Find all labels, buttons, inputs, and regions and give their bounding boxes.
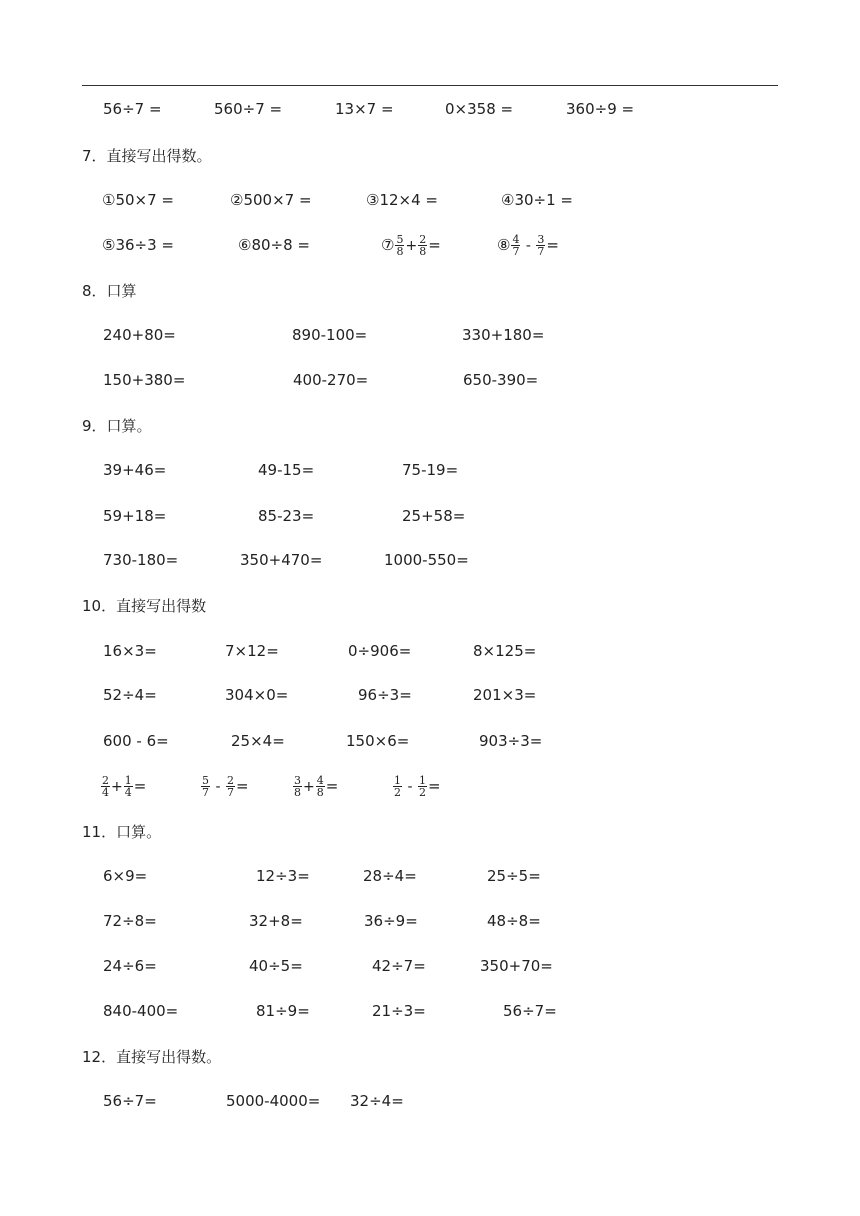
question-11-title: 11．口算。 <box>82 823 162 841</box>
operator: - <box>211 779 225 795</box>
problem: ①50×7 = <box>102 191 174 209</box>
problem: 36÷9= <box>364 912 418 930</box>
problem: 150×6= <box>346 732 410 750</box>
numerator: 2 <box>226 774 234 787</box>
problem: 49-15= <box>258 461 315 479</box>
problem: 6×9= <box>103 867 148 885</box>
problem: ⑥80÷8 = <box>238 236 310 254</box>
operator: + <box>303 779 315 795</box>
fraction <box>418 234 427 257</box>
operator: - <box>521 238 536 254</box>
problem: 650-390= <box>463 371 539 389</box>
problem: ④30÷1 = <box>501 191 573 209</box>
problem: 25+58= <box>402 507 466 525</box>
problem: 42÷7= <box>372 957 426 975</box>
fraction-problem <box>292 774 338 799</box>
numerator: 5 <box>202 774 209 787</box>
denominator: 8 <box>419 245 427 258</box>
fraction <box>101 775 110 798</box>
fraction <box>226 775 235 798</box>
problem: 201×3= <box>473 686 537 704</box>
problem-label: ⑧ <box>497 236 511 254</box>
numerator: 1 <box>394 774 401 787</box>
problem: 59+18= <box>103 507 167 525</box>
problem-row <box>0 548 860 572</box>
fraction-problem <box>392 774 441 799</box>
problem-row <box>0 729 860 753</box>
numerator: 2 <box>102 774 109 787</box>
problem: 13×7 = <box>335 100 394 118</box>
numerator: 1 <box>124 774 132 787</box>
problem: 48÷8= <box>487 912 541 930</box>
question-12-title: 12．直接写出得数。 <box>82 1048 222 1066</box>
denominator: 7 <box>512 245 520 258</box>
numerator: 3 <box>294 774 301 787</box>
denominator: 8 <box>396 245 404 258</box>
problem-row <box>0 864 860 888</box>
problem: 600 - 6= <box>103 732 169 750</box>
problem: 730-180= <box>103 551 179 569</box>
fraction <box>511 234 520 257</box>
problem: 21÷3= <box>372 1002 426 1020</box>
denominator: 8 <box>316 786 324 799</box>
problem-row <box>0 774 860 798</box>
problem: 304×0= <box>225 686 289 704</box>
operator: + <box>111 779 123 795</box>
operator: + <box>405 238 418 254</box>
problem-row <box>0 1089 860 1113</box>
fraction <box>418 775 427 798</box>
problem: 16×3= <box>103 642 157 660</box>
problem: ③12×4 = <box>366 191 438 209</box>
equals: = <box>546 236 559 254</box>
problem: 7×12= <box>225 642 279 660</box>
operator: - <box>403 779 417 795</box>
numerator: 1 <box>418 774 426 787</box>
problem: 1000-550= <box>384 551 469 569</box>
denominator: 8 <box>294 786 301 799</box>
problem-row <box>0 504 860 528</box>
problem: 25×4= <box>231 732 285 750</box>
equals: = <box>427 777 441 795</box>
problem: 560÷7 = <box>214 100 283 118</box>
problem: 8×125= <box>473 642 537 660</box>
problem: 840-400= <box>103 1002 179 1020</box>
fraction <box>316 775 325 798</box>
numerator: 3 <box>537 233 545 246</box>
problem: 32+8= <box>249 912 303 930</box>
problem: 56÷7= <box>503 1002 557 1020</box>
fraction-problem <box>200 774 249 799</box>
problem: 0÷906= <box>348 642 412 660</box>
problem: 25÷5= <box>487 867 541 885</box>
problem: 240+80= <box>103 326 176 344</box>
problem: 0×358 = <box>445 100 514 118</box>
denominator: 7 <box>537 245 545 258</box>
fraction <box>293 775 302 798</box>
problem: 5000-4000= <box>226 1092 321 1110</box>
problem: 28÷4= <box>363 867 417 885</box>
problem: 52÷4= <box>103 686 157 704</box>
fraction <box>124 775 133 798</box>
problem: 350+470= <box>240 551 323 569</box>
problem: 360÷9 = <box>566 100 635 118</box>
problem: 40÷5= <box>249 957 303 975</box>
problem-row <box>0 683 860 707</box>
question-7-title: 7．直接写出得数。 <box>82 147 212 165</box>
problem-row <box>0 188 860 212</box>
problem: 903÷3= <box>479 732 543 750</box>
problem: 330+180= <box>462 326 545 344</box>
problem: 350+70= <box>480 957 553 975</box>
problem-row <box>0 954 860 978</box>
equals: = <box>428 236 441 254</box>
problem: 150+380= <box>103 371 186 389</box>
problem-row <box>0 909 860 933</box>
fraction <box>395 234 404 257</box>
header-rule <box>82 85 778 86</box>
problem-row <box>0 458 860 482</box>
problem: 96÷3= <box>358 686 412 704</box>
equals: = <box>133 777 147 795</box>
question-9-title: 9．口算。 <box>82 417 152 435</box>
numerator: 4 <box>316 774 324 787</box>
denominator: 4 <box>102 786 109 799</box>
problem-row <box>0 368 860 392</box>
problem: 56÷7 = <box>103 100 162 118</box>
problem: 75-19= <box>402 461 459 479</box>
problem: ⑤36÷3 = <box>102 236 174 254</box>
problem-row <box>0 323 860 347</box>
problem: 24÷6= <box>103 957 157 975</box>
problem: 85-23= <box>258 507 315 525</box>
equals: = <box>325 777 339 795</box>
denominator: 7 <box>226 786 234 799</box>
problem: 400-270= <box>293 371 369 389</box>
denominator: 2 <box>394 786 401 799</box>
problem: 12÷3= <box>256 867 310 885</box>
problem: ②500×7 = <box>230 191 312 209</box>
problem-row <box>0 639 860 663</box>
problem: 72÷8= <box>103 912 157 930</box>
problem: 32÷4= <box>350 1092 404 1110</box>
fraction <box>393 775 402 798</box>
fraction-problem <box>497 233 559 258</box>
numerator: 4 <box>512 233 520 246</box>
problem-label: ⑦ <box>381 236 395 254</box>
fraction <box>536 234 545 257</box>
problem-row <box>0 97 860 121</box>
denominator: 2 <box>418 786 426 799</box>
problem: 56÷7= <box>103 1092 157 1110</box>
equals: = <box>235 777 249 795</box>
problem-row <box>0 999 860 1023</box>
question-10-title: 10．直接写出得数 <box>82 597 207 615</box>
denominator: 4 <box>124 786 132 799</box>
denominator: 7 <box>202 786 209 799</box>
numerator: 2 <box>419 233 427 246</box>
fraction-problem <box>100 774 146 799</box>
fraction-problem <box>381 233 441 258</box>
numerator: 5 <box>396 233 404 246</box>
problem: 39+46= <box>103 461 167 479</box>
problem: 890-100= <box>292 326 368 344</box>
question-8-title: 8．口算 <box>82 282 137 300</box>
problem: 81÷9= <box>256 1002 310 1020</box>
problem-row <box>0 233 860 257</box>
fraction <box>201 775 210 798</box>
